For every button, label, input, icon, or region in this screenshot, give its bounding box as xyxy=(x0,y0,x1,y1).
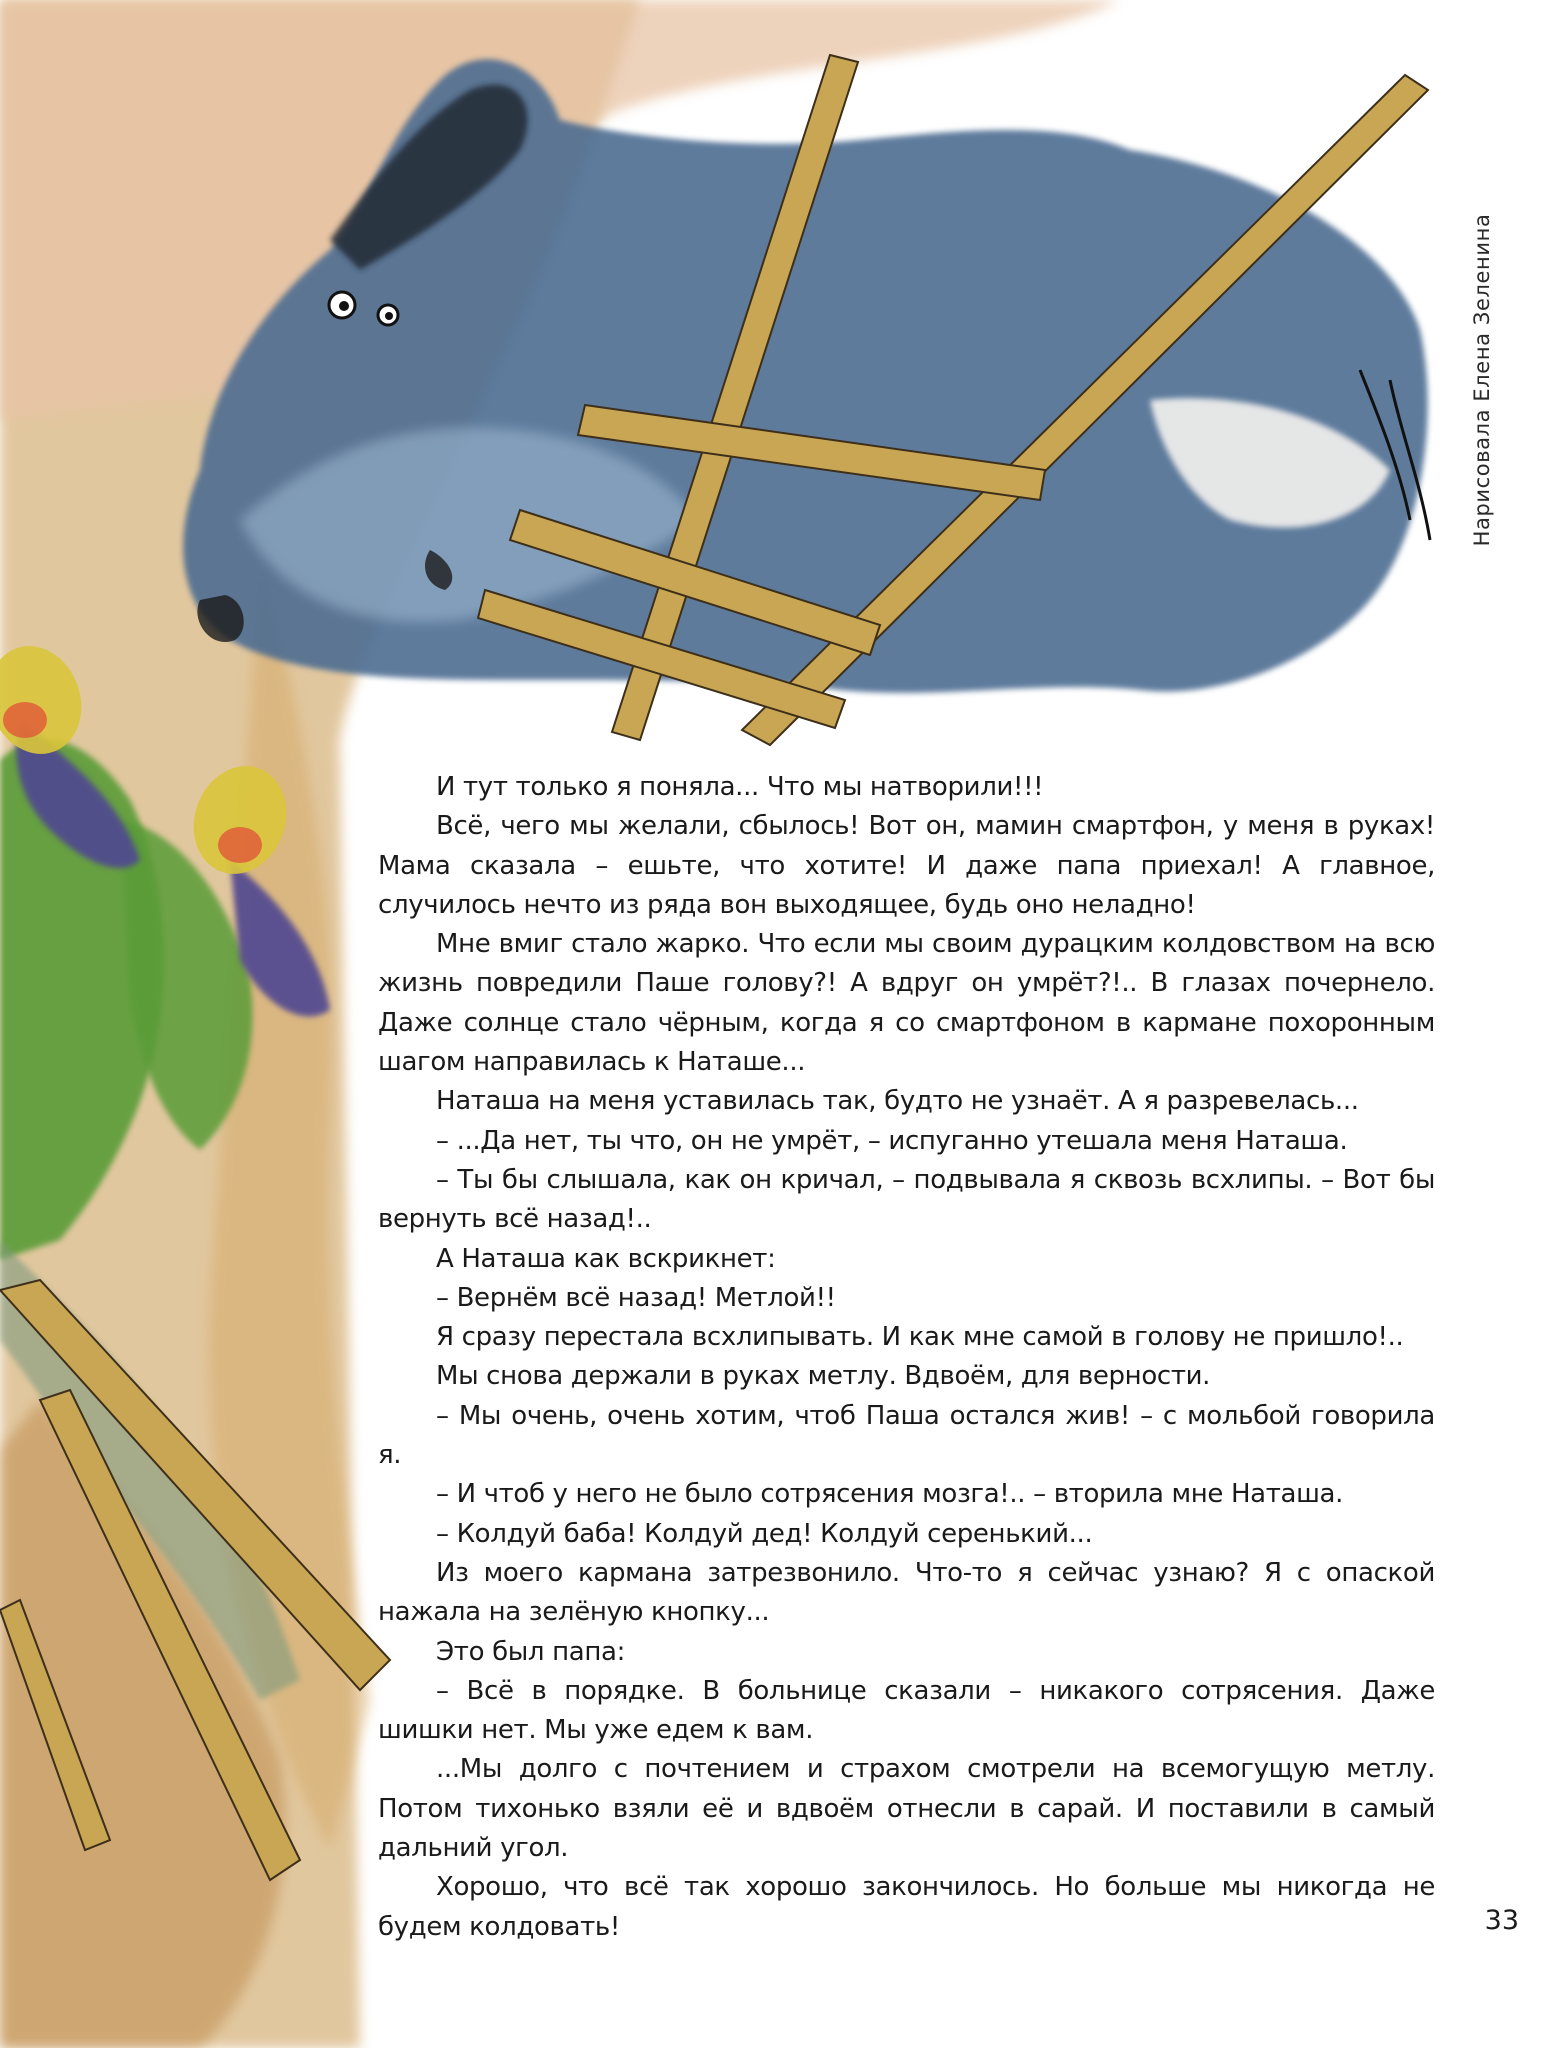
story-text xyxy=(378,768,1435,1947)
story-paragraph: И тут только я поняла... Что мы натворили!!! xyxy=(436,772,1044,802)
story-paragraph: ...Мы долго с почтением и страхом смотрели на всемогущую метлу. Потом тихонько взяли её и вдвоём отнесли в сарай. И поставили в самый дальний угол. xyxy=(378,1754,1435,1864)
story-paragraph: – Вернём всё назад! Метлой!! xyxy=(436,1282,836,1313)
story-paragraph: – ...Да нет, ты что, он не умрёт, – испуганно утешала меня Наташа. xyxy=(436,1125,1348,1156)
story-paragraph: Мы снова держали в руках метлу. Вдвоём, для верности. xyxy=(436,1361,1211,1392)
story-paragraph: – Колдуй баба! Колдуй дед! Колдуй серенький... xyxy=(436,1518,1093,1549)
story-paragraph: Наташа на меня уставилась так, будто не узнаёт. А я разревелась... xyxy=(436,1086,1359,1117)
page-number: 33 xyxy=(1484,1905,1519,1936)
story-paragraph: – Всё в порядке. В больнице сказали – никакого сотрясения. Даже шишки нет. Мы уже едем к вам. xyxy=(378,1675,1435,1746)
story-paragraph: Из моего кармана затрезвонило. Что-то я сейчас узнаю? Я с опаской нажала на зелёную кнопку... xyxy=(378,1557,1435,1628)
story-paragraph: Мне вмиг стало жарко. Что если мы своим дурацким колдовством на всю жизнь повредили Паше голову?! А вдруг он умрёт?!.. В глазах почернело. Даже солнце стало чёрным, когда я со смартфоном в кармане похоронным шагом направилась к Наташе... xyxy=(378,929,1435,1078)
story-paragraph: Это был папа: xyxy=(436,1636,625,1667)
story-paragraph: – Ты бы слышала, как он кричал, – подвывала я сквозь всхлипы. – Вот бы вернуть всё назад!.. xyxy=(378,1164,1435,1235)
story-paragraph: Я сразу перестала всхлипывать. И как мне самой в голову не пришло!.. xyxy=(436,1322,1404,1353)
story-paragraph: – Мы очень, очень хотим, чтоб Паша остался жив! – с мольбой говорила я. xyxy=(378,1400,1435,1471)
illustrator-credit: Нарисовала Елена Зеленина xyxy=(1470,213,1494,547)
story-paragraph: Всё, чего мы желали, сбылось! Вот он, мамин смартфон, у меня в руках! Мама сказала – ешьте, что хотите! И даже папа приехал! А главное, случилось нечто из ряда вон выходящее, будь оно неладно! xyxy=(378,811,1435,920)
story-paragraph: А Наташа как вскрикнет: xyxy=(436,1243,776,1274)
story-paragraph: – И чтоб у него не было сотрясения мозга!.. – вторила мне Наташа. xyxy=(436,1479,1344,1510)
story-paragraph: Хорошо, что всё так хорошо закончилось. Но больше мы никогда не будем колдовать! xyxy=(378,1872,1435,1942)
